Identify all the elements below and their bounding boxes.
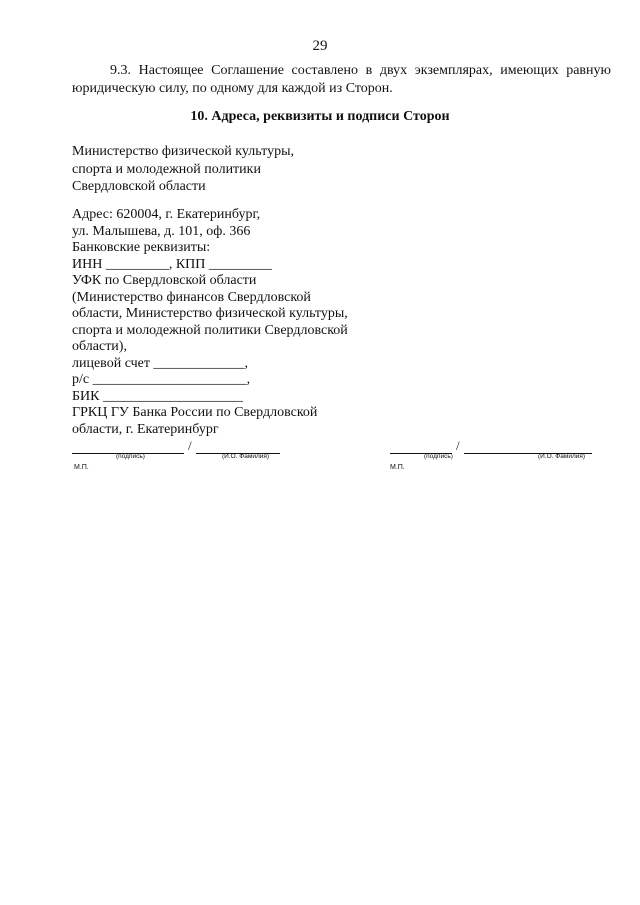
ufk-line: (Министерство финансов Свердловской xyxy=(72,289,311,305)
ufk-line: области), xyxy=(72,339,127,354)
signature-slash: / xyxy=(456,438,460,453)
inn-kpp-line: ИНН _________, КПП _________ xyxy=(72,256,272,272)
account-line: лицевой счет _____________, xyxy=(72,355,248,371)
bik-line: БИК ____________________ xyxy=(72,388,243,404)
signature-block-left xyxy=(72,440,287,480)
stamp-label: М.П. xyxy=(390,464,405,471)
signature-block-right xyxy=(390,440,602,480)
name-caption: (И.О. Фамилия) xyxy=(222,453,270,460)
address-line: ул. Малышева, д. 101, оф. 366 xyxy=(72,223,251,239)
name-caption: (И.О. Фамилия) xyxy=(538,453,586,460)
address-line: Адрес: 620004, г. Екатеринбург, xyxy=(72,207,261,222)
grkc-line: области, г. Екатеринбург xyxy=(72,421,219,437)
grkc-line: ГРКЦ ГУ Банка России по Свердловской xyxy=(72,405,318,420)
signature-slash: / xyxy=(188,438,192,453)
ufk-line: УФК по Свердловской области xyxy=(72,273,257,288)
ufk-line: области, Министерство физической культуры, xyxy=(72,306,348,321)
ufk-line: спорта и молодежной политики Свердловской xyxy=(72,322,348,338)
organization-name xyxy=(72,143,294,196)
org-line: спорта и молодежной политики xyxy=(72,161,261,177)
page-number: 29 xyxy=(312,38,328,54)
section-heading: 10. Адреса, реквизиты и подписи Сторон xyxy=(190,109,450,124)
clause-9-3: 9.3. Настоящее Соглашение составлено в двух экземплярах, имеющих равную юридическую силу, по одному для каждой из Сторон. xyxy=(72,63,611,96)
organization-details xyxy=(72,207,348,438)
rs-line: р/с ______________________, xyxy=(72,372,251,387)
org-line: Свердловской области xyxy=(72,179,206,194)
signature-caption: (подпись) xyxy=(424,453,453,460)
org-line: Министерство физической культуры, xyxy=(72,144,294,159)
stamp-label: М.П. xyxy=(74,464,89,471)
bank-details-title: Банковские реквизиты: xyxy=(72,240,211,255)
signature-caption: (подпись) xyxy=(116,453,145,460)
